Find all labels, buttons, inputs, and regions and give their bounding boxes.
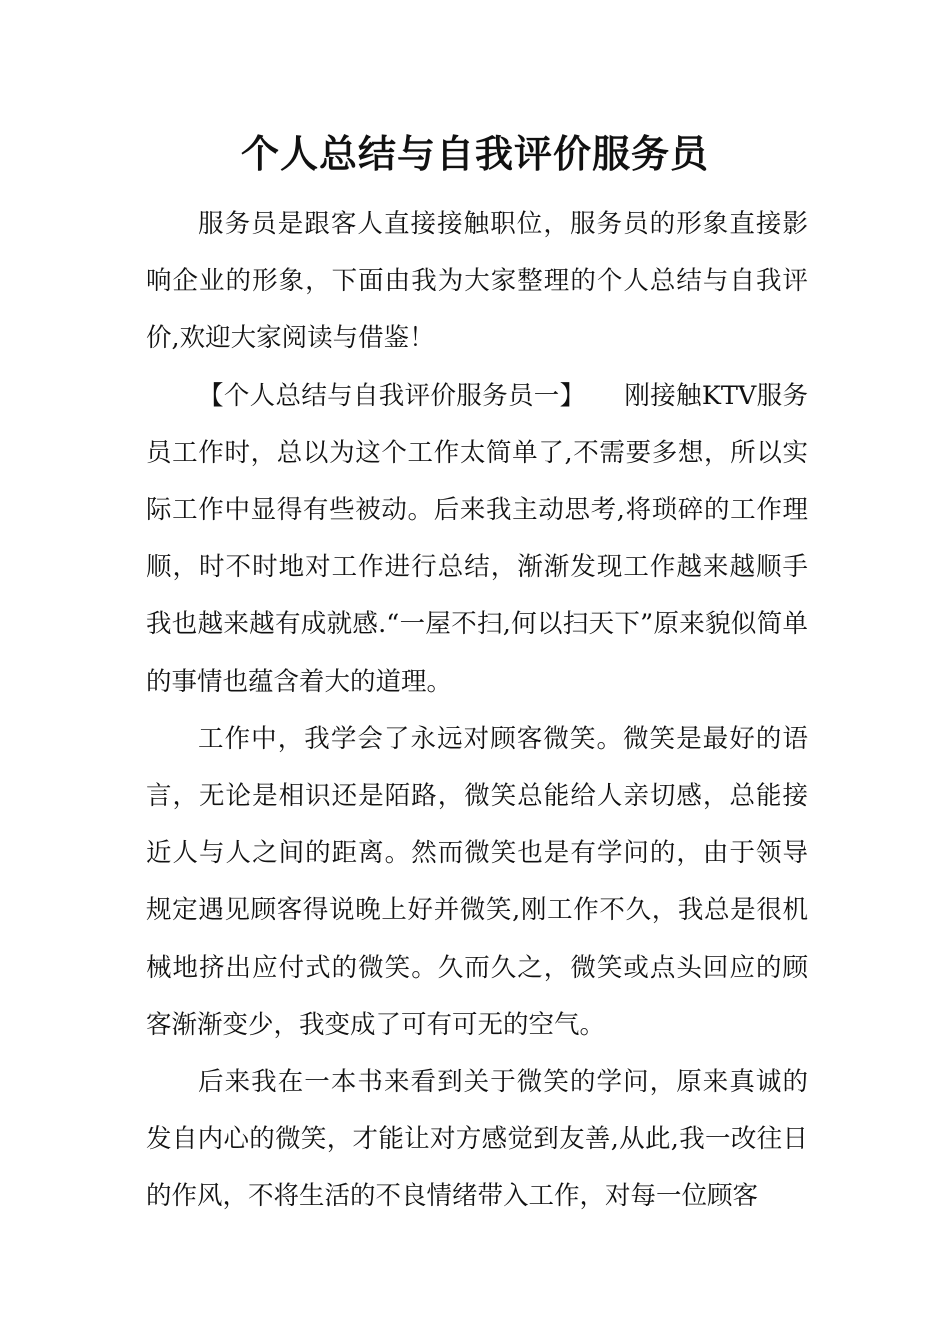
paragraph-book: 后来我在一本书来看到关于微笑的学问，原来真诚的发自内心的微笑，才能让对方感觉到友善,从此,我一改往日的作风，不将生活的不良情绪带入工作，对每一位顾客: [146, 1067, 808, 1212]
paragraph-smile: 工作中，我学会了永远对顾客微笑。微笑是最好的语言，无论是相识还是陌路，微笑总能给人亲切感，总能接近人与人之间的距离。然而微笑也是有学问的，由于领导规定遇见顾客得说晚上好并微笑,刚工作不久，我总是很机械地挤出应付式的微笑。久而久之，微笑或点头回应的顾客渐渐变少，我变成了可有可无的空气。: [146, 723, 808, 1040]
paragraph-intro: 服务员是跟客人直接接触职位，服务员的形象直接影响企业的形象，下面由我为大家整理的个人总结与自我评价,欢迎大家阅读与借鉴！: [146, 209, 808, 354]
document-title: 个人总结与自我评价服务员: [240, 132, 709, 176]
paragraph-section-one: 【个人总结与自我评价服务员一】 刚接触KTV服务员工作时，总以为这个工作太简单了,不需要多想，所以实际工作中显得有些被动。后来我主动思考,将琐碎的工作理顺，时不时地对工作进行总结，渐渐发现工作越来越顺手我也越来越有成就感.“一屋不扫,何以扫天下”原来貌似简单的事情也蕴含着大的道理。: [146, 380, 808, 697]
document-body: [146, 196, 808, 1226]
